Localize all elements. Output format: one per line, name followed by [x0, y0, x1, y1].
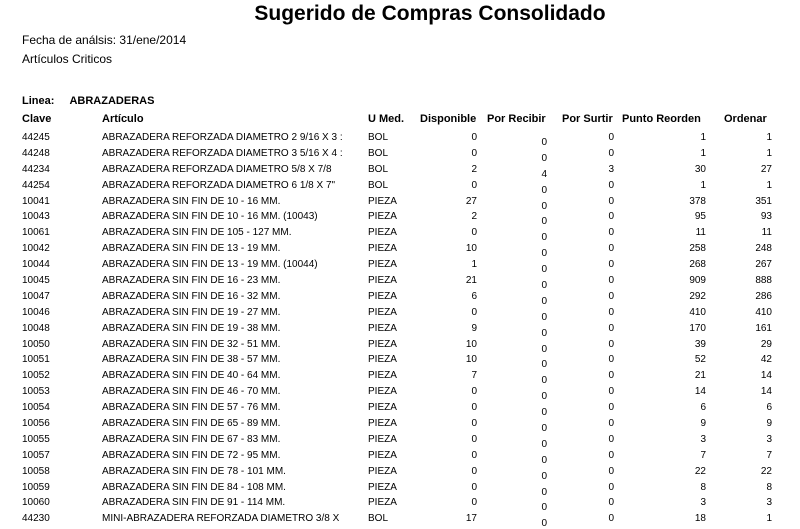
cell-punto-reorden: 11 [695, 227, 706, 239]
cell-disponible: 7 [471, 370, 477, 382]
cell-disponible: 0 [471, 147, 477, 159]
cell-ordenar: 888 [755, 275, 772, 287]
cell-umed: PIEZA [368, 497, 397, 509]
cell-ordenar: 248 [755, 243, 772, 255]
col-header-por-recibir: Por Recibir [487, 113, 546, 125]
cell-por-surtir: 0 [608, 481, 614, 493]
cell-por-recibir: 0 [541, 232, 547, 244]
cell-umed: PIEZA [368, 211, 397, 223]
cell-por-surtir: 0 [608, 497, 614, 509]
col-header-articulo: Artículo [102, 113, 144, 125]
cell-por-recibir: 0 [541, 486, 547, 498]
cell-por-surtir: 0 [608, 211, 614, 223]
cell-ordenar: 27 [760, 163, 772, 175]
cell-por-surtir: 0 [608, 195, 614, 207]
cell-disponible: 21 [465, 275, 477, 287]
cell-articulo: ABRAZADERA SIN FIN DE 19 - 38 MM. [102, 322, 281, 334]
cell-articulo: ABRAZADERA SIN FIN DE 84 - 108 MM. [102, 481, 286, 493]
table-row [0, 402, 800, 418]
table-row [0, 307, 800, 323]
linea-label: Linea: [22, 95, 55, 107]
cell-ordenar: 286 [755, 290, 772, 302]
cell-ordenar: 93 [760, 211, 772, 223]
cell-articulo: ABRAZADERA SIN FIN DE 65 - 89 MM. [102, 418, 281, 430]
table-row [0, 180, 800, 196]
linea-section [22, 95, 154, 107]
cell-por-recibir: 0 [541, 137, 547, 148]
cell-umed: PIEZA [368, 433, 397, 445]
cell-punto-reorden: 39 [694, 338, 706, 350]
table-row [0, 259, 800, 275]
cell-punto-reorden: 22 [694, 465, 706, 477]
cell-por-surtir: 3 [608, 163, 614, 175]
cell-umed: PIEZA [368, 259, 397, 271]
cell-umed: PIEZA [368, 386, 397, 398]
cell-por-recibir: 0 [541, 518, 547, 529]
cell-articulo: ABRAZADERA SIN FIN DE 91 - 114 MM. [102, 497, 286, 509]
cell-por-surtir: 0 [608, 338, 614, 350]
cell-punto-reorden: 14 [694, 386, 706, 398]
cell-disponible: 27 [465, 195, 477, 207]
cell-disponible: 0 [471, 497, 477, 509]
cell-disponible: 10 [465, 243, 477, 255]
cell-por-recibir: 0 [541, 248, 547, 260]
cell-clave: 10048 [22, 322, 50, 334]
cell-umed: PIEZA [368, 370, 397, 382]
cell-punto-reorden: 1 [700, 179, 706, 191]
cell-por-recibir: 0 [541, 407, 547, 419]
cell-por-recibir: 0 [541, 343, 547, 355]
table-row [0, 386, 800, 402]
linea-value: ABRAZADERAS [69, 95, 155, 107]
cell-punto-reorden: 21 [694, 370, 706, 382]
cell-por-recibir: 0 [541, 216, 547, 228]
cell-punto-reorden: 7 [700, 449, 706, 461]
cell-umed: PIEZA [368, 243, 397, 255]
cell-clave: 10060 [22, 497, 50, 509]
cell-umed: PIEZA [368, 195, 397, 207]
cell-ordenar: 1 [766, 147, 772, 159]
cell-punto-reorden: 1 [700, 147, 706, 159]
cell-umed: BOL [368, 132, 389, 143]
cell-clave: 10057 [22, 449, 50, 461]
cell-articulo: ABRAZADERA SIN FIN DE 78 - 101 MM. [102, 465, 286, 477]
cell-disponible: 2 [471, 163, 477, 175]
col-header-umed: U Med. [368, 113, 405, 125]
cell-clave: 44234 [22, 163, 50, 175]
cell-por-surtir: 0 [608, 386, 614, 398]
cell-articulo: ABRAZADERA SIN FIN DE 10 - 16 MM. [102, 195, 281, 207]
cell-por-surtir: 0 [608, 227, 614, 239]
cell-ordenar: 11 [761, 227, 772, 239]
cell-por-surtir: 0 [608, 259, 614, 271]
table-row [0, 196, 800, 212]
cell-ordenar: 7 [766, 449, 772, 461]
cell-por-recibir: 4 [541, 168, 547, 180]
cell-por-surtir: 0 [608, 354, 614, 366]
cell-por-recibir: 0 [541, 391, 547, 403]
cell-por-recibir: 0 [541, 454, 547, 466]
cell-articulo: ABRAZADERA SIN FIN DE 46 - 70 MM. [102, 386, 281, 398]
cell-punto-reorden: 170 [689, 322, 706, 334]
report-title: Sugerido de Compras Consolidado [254, 2, 606, 25]
cell-articulo: ABRAZADERA SIN FIN DE 32 - 51 MM. [102, 338, 281, 350]
cell-por-recibir: 0 [541, 264, 547, 276]
cell-punto-reorden: 258 [689, 243, 706, 255]
cell-ordenar: 42 [760, 354, 772, 366]
cell-umed: PIEZA [368, 227, 397, 239]
cell-umed: BOL [368, 513, 389, 525]
cell-disponible: 10 [465, 354, 477, 366]
cell-por-surtir: 0 [608, 290, 614, 302]
cell-disponible: 17 [465, 513, 477, 525]
cell-umed: BOL [368, 179, 389, 191]
cell-disponible: 0 [471, 465, 477, 477]
cell-umed: BOL [368, 163, 389, 175]
cell-clave: 10043 [22, 211, 50, 223]
cell-disponible: 0 [471, 386, 477, 398]
cell-por-surtir: 0 [608, 147, 614, 159]
cell-por-surtir: 0 [608, 465, 614, 477]
cell-clave: 44245 [22, 132, 50, 143]
cell-por-surtir: 0 [608, 179, 614, 191]
cell-articulo: ABRAZADERA SIN FIN DE 38 - 57 MM. [102, 354, 281, 366]
cell-clave: 10059 [22, 481, 50, 493]
cell-por-surtir: 0 [608, 513, 614, 525]
cell-ordenar: 267 [755, 259, 772, 271]
cell-umed: BOL [368, 147, 389, 159]
cell-articulo: ABRAZADERA REFORZADA DIAMETRO 5/8 X 7/8 [102, 163, 332, 175]
cell-por-surtir: 0 [608, 449, 614, 461]
table-row [0, 275, 800, 291]
cell-umed: PIEZA [368, 322, 397, 334]
table-row [0, 370, 800, 386]
cell-clave: 10047 [22, 290, 50, 302]
cell-por-recibir: 0 [541, 184, 547, 196]
cell-ordenar: 410 [755, 306, 772, 318]
cell-articulo: ABRAZADERA SIN FIN DE 105 - 127 MM. [102, 227, 292, 239]
cell-por-recibir: 0 [541, 311, 547, 323]
report-table-body [0, 132, 800, 529]
table-row [0, 513, 800, 529]
cell-articulo: ABRAZADERA SIN FIN DE 57 - 76 MM. [102, 402, 281, 414]
cell-clave: 10055 [22, 433, 50, 445]
cell-disponible: 0 [471, 227, 477, 239]
cell-por-recibir: 0 [541, 295, 547, 307]
cell-ordenar: 22 [760, 465, 772, 477]
cell-disponible: 0 [471, 449, 477, 461]
cell-punto-reorden: 95 [694, 211, 706, 223]
cell-punto-reorden: 52 [694, 354, 706, 366]
cell-articulo: ABRAZADERA SIN FIN DE 40 - 64 MM. [102, 370, 281, 382]
table-row [0, 450, 800, 466]
report-subtitle: Artículos Criticos [22, 52, 113, 66]
cell-punto-reorden: 909 [689, 275, 706, 287]
cell-por-surtir: 0 [608, 370, 614, 382]
cell-punto-reorden: 30 [694, 163, 706, 175]
cell-por-recibir: 0 [541, 327, 547, 339]
cell-articulo: ABRAZADERA SIN FIN DE 19 - 27 MM. [102, 306, 281, 318]
cell-punto-reorden: 18 [694, 513, 706, 525]
cell-punto-reorden: 3 [700, 433, 706, 445]
cell-por-surtir: 0 [608, 433, 614, 445]
cell-umed: PIEZA [368, 290, 397, 302]
cell-umed: PIEZA [368, 465, 397, 477]
table-row [0, 227, 800, 243]
cell-por-surtir: 0 [608, 132, 614, 143]
cell-punto-reorden: 3 [700, 497, 706, 509]
cell-ordenar: 14 [760, 386, 772, 398]
cell-ordenar: 3 [766, 497, 772, 509]
cell-clave: 10053 [22, 386, 50, 398]
table-row [0, 211, 800, 227]
table-row [0, 339, 800, 355]
cell-clave: 10046 [22, 306, 50, 318]
cell-articulo: ABRAZADERA SIN FIN DE 67 - 83 MM. [102, 433, 281, 445]
col-header-clave: Clave [22, 113, 52, 125]
cell-por-surtir: 0 [608, 418, 614, 430]
cell-por-recibir: 0 [541, 502, 547, 514]
cell-clave: 10045 [22, 275, 50, 287]
cell-disponible: 0 [471, 306, 477, 318]
table-row [0, 354, 800, 370]
cell-umed: PIEZA [368, 275, 397, 287]
cell-punto-reorden: 378 [689, 195, 706, 207]
cell-clave: 10054 [22, 402, 50, 414]
cell-punto-reorden: 1 [700, 132, 706, 143]
cell-umed: PIEZA [368, 418, 397, 430]
cell-clave: 44254 [22, 179, 50, 191]
cell-disponible: 6 [471, 290, 477, 302]
cell-articulo: ABRAZADERA REFORZADA DIAMETRO 6 1/8 X 7" [102, 179, 336, 191]
table-row [0, 164, 800, 180]
cell-punto-reorden: 9 [700, 418, 706, 430]
cell-clave: 10058 [22, 465, 50, 477]
cell-disponible: 0 [471, 179, 477, 191]
cell-ordenar: 6 [766, 402, 772, 414]
table-row [0, 243, 800, 259]
cell-disponible: 9 [471, 322, 477, 334]
col-header-disponible: Disponible [420, 113, 477, 125]
cell-disponible: 0 [471, 433, 477, 445]
table-row [0, 418, 800, 434]
cell-disponible: 1 [471, 259, 477, 271]
cell-disponible: 0 [471, 481, 477, 493]
cell-articulo: MINI-ABRAZADERA REFORZADA DIAMETRO 3/8 X [102, 513, 340, 525]
cell-ordenar: 1 [766, 132, 772, 143]
cell-por-recibir: 0 [541, 152, 547, 164]
cell-ordenar: 1 [766, 513, 772, 525]
cell-articulo: ABRAZADERA SIN FIN DE 13 - 19 MM. [102, 243, 281, 255]
table-row [0, 482, 800, 498]
col-header-por-surtir: Por Surtir [562, 113, 613, 125]
table-row [0, 434, 800, 450]
cell-disponible: 2 [471, 211, 477, 223]
cell-por-recibir: 0 [541, 200, 547, 212]
cell-por-recibir: 0 [541, 375, 547, 387]
cell-ordenar: 29 [760, 338, 772, 350]
col-header-ordenar: Ordenar [724, 113, 767, 125]
cell-por-surtir: 0 [608, 275, 614, 287]
cell-umed: PIEZA [368, 338, 397, 350]
cell-clave: 10051 [22, 354, 50, 366]
cell-ordenar: 351 [755, 195, 772, 207]
cell-ordenar: 8 [766, 481, 772, 493]
cell-clave: 44248 [22, 147, 50, 159]
cell-por-surtir: 0 [608, 402, 614, 414]
cell-ordenar: 161 [755, 322, 772, 334]
cell-punto-reorden: 410 [689, 306, 706, 318]
cell-umed: PIEZA [368, 306, 397, 318]
table-row [0, 497, 800, 513]
table-row [0, 132, 800, 148]
cell-umed: PIEZA [368, 481, 397, 493]
cell-clave: 10050 [22, 338, 50, 350]
cell-ordenar: 3 [766, 433, 772, 445]
cell-ordenar: 14 [760, 370, 772, 382]
cell-umed: PIEZA [368, 449, 397, 461]
table-row [0, 291, 800, 307]
cell-clave: 10042 [22, 243, 50, 255]
cell-por-recibir: 0 [541, 423, 547, 435]
cell-articulo: ABRAZADERA SIN FIN DE 72 - 95 MM. [102, 449, 281, 461]
cell-ordenar: 9 [766, 418, 772, 430]
cell-articulo: ABRAZADERA SIN FIN DE 10 - 16 MM. (10043) [102, 211, 318, 223]
cell-disponible: 0 [471, 418, 477, 430]
cell-punto-reorden: 6 [700, 402, 706, 414]
col-header-punto-reorden: Punto Reorden [622, 113, 701, 125]
cell-ordenar: 1 [766, 179, 772, 191]
cell-por-surtir: 0 [608, 322, 614, 334]
cell-articulo: ABRAZADERA SIN FIN DE 16 - 23 MM. [102, 275, 281, 287]
cell-punto-reorden: 292 [689, 290, 706, 302]
cell-por-surtir: 0 [608, 243, 614, 255]
cell-articulo: ABRAZADERA REFORZADA DIAMETRO 3 5/16 X 4 : [102, 147, 343, 159]
cell-punto-reorden: 8 [700, 481, 706, 493]
cell-disponible: 0 [471, 132, 477, 143]
cell-umed: PIEZA [368, 402, 397, 414]
cell-clave: 10044 [22, 259, 50, 271]
cell-clave: 44230 [22, 513, 50, 525]
cell-umed: PIEZA [368, 354, 397, 366]
cell-articulo: ABRAZADERA SIN FIN DE 16 - 32 MM. [102, 290, 281, 302]
table-row [0, 148, 800, 164]
cell-punto-reorden: 268 [689, 259, 706, 271]
cell-disponible: 0 [471, 402, 477, 414]
cell-clave: 10061 [22, 227, 50, 239]
cell-clave: 10052 [22, 370, 50, 382]
analysis-date: Fecha de análsis: 31/ene/2014 [22, 33, 187, 47]
table-row [0, 466, 800, 482]
cell-articulo: ABRAZADERA REFORZADA DIAMETRO 2 9/16 X 3 : [102, 132, 343, 143]
cell-por-recibir: 0 [541, 438, 547, 450]
cell-clave: 10041 [22, 195, 50, 207]
cell-por-recibir: 0 [541, 359, 547, 371]
cell-clave: 10056 [22, 418, 50, 430]
cell-articulo: ABRAZADERA SIN FIN DE 13 - 19 MM. (10044) [102, 259, 318, 271]
cell-por-recibir: 0 [541, 280, 547, 292]
cell-disponible: 10 [465, 338, 477, 350]
cell-por-surtir: 0 [608, 306, 614, 318]
cell-por-recibir: 0 [541, 470, 547, 482]
table-row [0, 323, 800, 339]
